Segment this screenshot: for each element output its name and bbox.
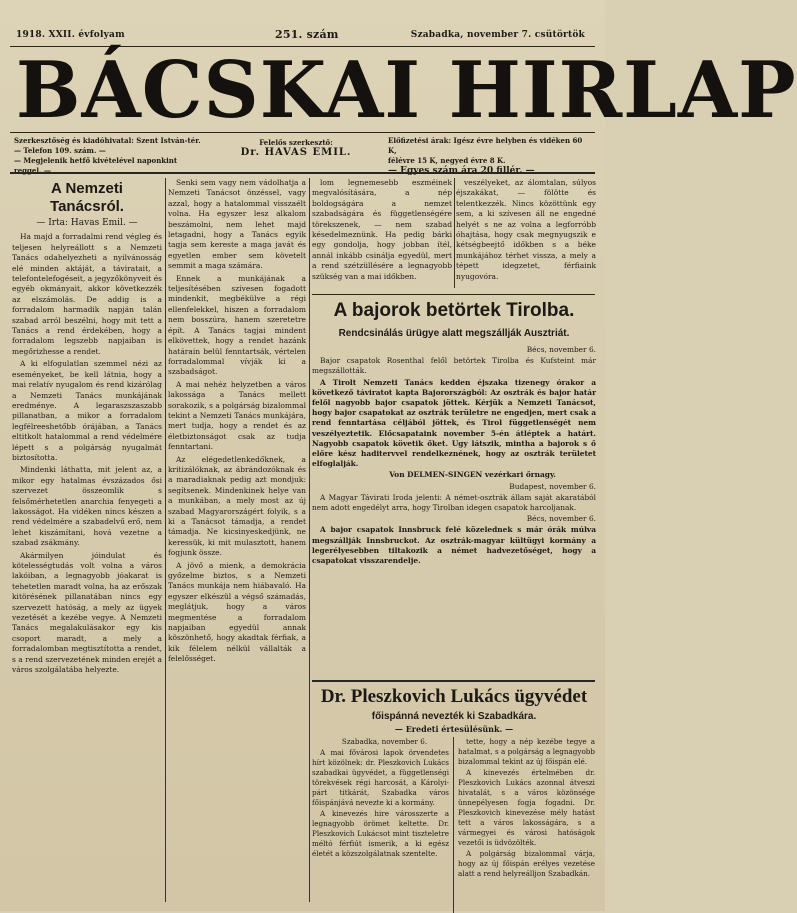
- issue-date: Szabadka, november 7. csütörtök: [410, 30, 585, 40]
- info-line: félévre 15 K, negyed évre 8 K.: [388, 156, 506, 165]
- info-line: Előfizetési árak: Igész évre helyben és vidéken 60 K,: [388, 136, 583, 155]
- paragraph: A kinevezés hire városszerte a legnagyobb örömet keltette. Dr. Pleszkovich Lukácsot mint tiszteletre méltó férfiút ismerik, a ki egész életét a közszolgálatnak szentelte.: [312, 809, 449, 858]
- paragraph: tette, hogy a nép kezébe tegye a hatalmat, s a polgárság a legnagyobb bizalommal tekint az új főispán elé.: [458, 737, 595, 766]
- header-topline: [12, 28, 593, 44]
- paragraph: Akármilyen jóindulat és kötelességtudás volt volna a város lakóiban, a legnagyobb jóakarat is tehetetlen maradt volna, ha az erőszak kitörésének pillanatában nincs egy szervezett hatóság, a mely az ügyek vezetését a kezébe vegye. A Nemzeti Tanács megalakulásakor egy kis csoport maradt, a mely a forradalomban megtisztította a rendet, s a rend szervezetének minden erejét a város szolgálatába helyezte.: [12, 550, 162, 675]
- info-line: — Megjelenik hetfő kivételével naponkint reggel. —: [14, 156, 178, 175]
- paragraph: A jövő a mienk, a demokrácia győzelme biztos, s a Nemzeti Tanács munkája nem hiábavaló. Ha egyszer elkészül a végső számadás, meglátjuk, hogy a város megmentése a forradalom napjaiban egyedül annak köszönhető, hogy akadtak férfiak, a kik félelem nélkül vállalták a felelősséget.: [168, 560, 306, 664]
- paragraph: Mindenki láthatta, mit jelent az, a mikor egy hatalmas évszázados ősi szervezet összeomlik s felsőmérhetetlen anarchia fenyegeti a lakosságot. Ha vidéken nincs készen a rend védelmére a szabadelvű erő, nem lehet kiszámítani, hová vezetne a szabad zsákmány.: [12, 465, 162, 548]
- editor-label: Felelős szerkesztő:: [259, 138, 333, 147]
- article-bajorok: [312, 300, 596, 661]
- divider: [312, 680, 595, 682]
- dateline: Szabadka, november 6.: [341, 737, 428, 746]
- signature: Von DELMEN-SINGEN vezérkari őrnagy.: [389, 470, 556, 480]
- divider: [10, 172, 595, 174]
- article-subtitle: Rendcsinálás ürügye alatt megszállják Ausztriát.: [338, 328, 570, 339]
- paragraph: A mai nehéz helyzetben a város lakossága a Tanács mellett sorakozik, s a polgárság bizalommal tekint a Nemzeti Tanács munkájára, mert tudja, hogy a rendet és az életbiztonságot csak az tudja fenntartani.: [168, 379, 306, 452]
- article-title: A Nemzeti Tanácsról.: [50, 180, 124, 215]
- article-nemzeti-col3: [312, 178, 452, 286]
- masthead: BÁCSKAI HIRLAP: [15, 45, 797, 136]
- article-subtitle: főispánná nevezték ki Szabadkára.: [371, 711, 537, 722]
- article-col2: [458, 737, 595, 913]
- editor-name: Dr. HAVAS EMIL.: [240, 147, 352, 158]
- column-rule: [454, 178, 455, 288]
- info-line: Szerkesztőség és kiadóhivatal: Szent István-tér.: [14, 136, 201, 145]
- year-issue: 1918. XXII. évfolyam: [16, 30, 125, 40]
- paragraph: veszélyeket, az álomtalan, súlyos éjszakákat, — fölötte és telentkezzék. Nincs közöttünk egy sem, a ki szívesen áll ne engedné helyét s ne az volna a legforróbb óhajtása, hogy csak megnyugszik e kétségbeejtő időkben s a béke munkájához térhet vissza, a mely a tépett idegzetet, férfiaink nyugovóra.: [456, 178, 596, 281]
- editorial-office-info: [14, 136, 204, 176]
- price-line: — Egyes szám ára 20 fillér. —: [388, 166, 535, 176]
- article-pleszkovich: [312, 686, 596, 913]
- paragraph: A mai fővárosi lapok örvendetes hírt közölnek: dr. Pleszkovich Lukács szabadkai ügyvédet, a függetlenségi törekvések régi harcosát, a Károlyi-párt titkárát, Szabadka város főispánjává nevezte ki a kormány.: [312, 748, 449, 807]
- paragraph: A kinevezés értelmében dr. Pleszkovich Lukács azonnal átveszi hivatalát, s a város közönsége ünnepélyesen fogja fogadni. Dr. Pleszkovich kinevezése mély hatást tett a város lakosságára, s a vármegyei és városi hatóságok vezetői is üdvözölték.: [458, 768, 595, 847]
- subscription-info: [388, 136, 593, 176]
- divider: [312, 294, 595, 295]
- article-nemzeti-col2: [168, 178, 306, 902]
- info-line: — Telefon 109. szám. —: [14, 146, 106, 155]
- article-nemzeti-col1: [12, 178, 162, 902]
- article-body: [312, 345, 596, 661]
- paragraph: A bajor csapatok Innsbruck felé közelednek s már órák múlva megszállják Innsbruckot. Az osztrák-magyar kültügyi kormány a legerélyesebben tiltakozik a német hadvezetőséget, hogy a csapatokat visszarendelje.: [312, 525, 596, 566]
- paragraph: A Magyar Távirati Iroda jelenti: A német-osztrák állam saját akaratából nem adott engedélyt arra, hogy Tirolban idegen csapatok harcoljanak.: [312, 492, 596, 513]
- dateline: Bécs, november 6.: [526, 514, 596, 524]
- paragraph: A ki elfogulatlan szemmel nézi az eseményeket, be kell látnia, hogy a mai relatív nyugalom és rend kizárólag a Nemzeti Tanács munkájának eredménye. A legaraszszaszabb pillanatban, a mikor a forradalom legfélreeshetőbb órájában, a Tanács eltitkolt hatalommal a rend védelmére lépett s a polgárság nyugalmát biztosította.: [12, 359, 162, 462]
- paragraph: Ha majd a forradalmi rend végleg és teljesen helyreállott s a Nemzeti Tanács odahelyezheti a nyilvánosság elé minden aktáját, a táviratait, a telefontelefogéseit, a jegyzőkönyveit és egyéb okmányait, akkor következzék az elszámolás. De addig is a forradalom harmadik napján talán szabad arról beszélni, hogy mit tett a Tanács a rend érdekében, hogy a forradalom legszebb napjaiban is megőrizhesse a rendet.: [12, 232, 162, 356]
- article-columns: [312, 737, 596, 913]
- dateline: Bécs, november 6.: [526, 345, 596, 354]
- article-col1: [312, 737, 449, 913]
- paragraph: A polgárság bizalommal várja, hogy az új főispán erélyes vezetése alatt a rend helyreálljon Szabadkán.: [458, 849, 595, 878]
- paragraph: lom legnemesebb eszméinek megvalósítására, a nép boldogságára a nemzet szabadságára és függetlenségére törekszenek, — nem szabad késedelmeznünk. Ha pedig bárki egy gondolja, hogy jobban ítél, annál inkább csinálja egyedül, mert a rend szétzüllésére a legnagyobb szükség van a mai időkben.: [312, 178, 452, 281]
- paragraph: A Tirolt Nemzeti Tanács kedden éjszaka tizenegy órakor a következő táviratot kapta Bajorországból: Az osztrák és bajor határ felől nagyobb bajor csapatok jöttek. Kérjük a Nemzeti Tanácsot, hogy bajor csapatokat az osztrák területre ne engedjen, mert csak a rend fenntartása céljából jöttek, és Tirol függetlenségét nem veszélyeztetik. Előcsapataink november 5-én átléptek a határt. Nagyobb csapatok követik őket. Ugy látszik, mintha a bajorok s ő előre kész haditervvel rendelkeznének, hogy az osztrák területet elfoglalják.: [312, 377, 596, 469]
- column-rule: [453, 737, 454, 913]
- paragraph: Senki sem vagy nem vádolhatja a Nemzeti Tanácsot önzéssel, vagy azzal, hogy a hatalommal visszaélt volna. Ha egyszer lesz alkalom beszámolni, nem lehet majd letagadni, hogy a Tanács egyik tagja sem kereste a maga javát és egyetlen ember sem követelt semmit a maga számára.: [168, 178, 306, 271]
- column-rule: [165, 178, 166, 902]
- column-rule: [309, 178, 310, 902]
- article-title: Dr. Pleszkovich Lukács ügyvédet: [320, 686, 588, 707]
- editor-info: [226, 138, 366, 158]
- article-nemzeti-col4: [456, 178, 596, 286]
- paragraph: Ennek a munkájának a teljesítésében szívesen fogadott mindenkit, megbékülve a régi ellenfelekkel, hiszen a forradalom nem bosszúra, hanem szeretetre épít. A Tanács tagjai mindent elkövettek, hogy a rendet hazánk határain belül fenntartsák, vértelen forradalommal vívják ki a szabadságot.: [168, 273, 306, 377]
- paragraph: Az elégedetlenkedőknek, a kritizálóknak, az ábrándozóknak és a maradiaknak pedig azt mondjuk: segítsenek. Mindenkinek helye van a munkában, a mely most az új szabad Magyarországért folyik, s a ki a Tanácsot támadja, a rendet támadja. Ne kicsinyeskedjünk, ne keressük, ki mit mulasztott, hanem fogjunk össze.: [168, 454, 306, 558]
- article-title: A bajorok betörtek Tirolba.: [333, 300, 575, 321]
- article-source: — Eredeti értesülésünk. —: [394, 724, 514, 734]
- article-byline: — Irta: Havas Emil. —: [36, 218, 138, 228]
- divider: [10, 132, 595, 133]
- issue-number: 251. szám: [275, 28, 339, 41]
- dateline: Budapest, november 6.: [509, 481, 596, 491]
- paragraph: Bajor csapatok Rosenthal felől betörtek Tirolba és Kufsteint már megszállották.: [312, 356, 596, 376]
